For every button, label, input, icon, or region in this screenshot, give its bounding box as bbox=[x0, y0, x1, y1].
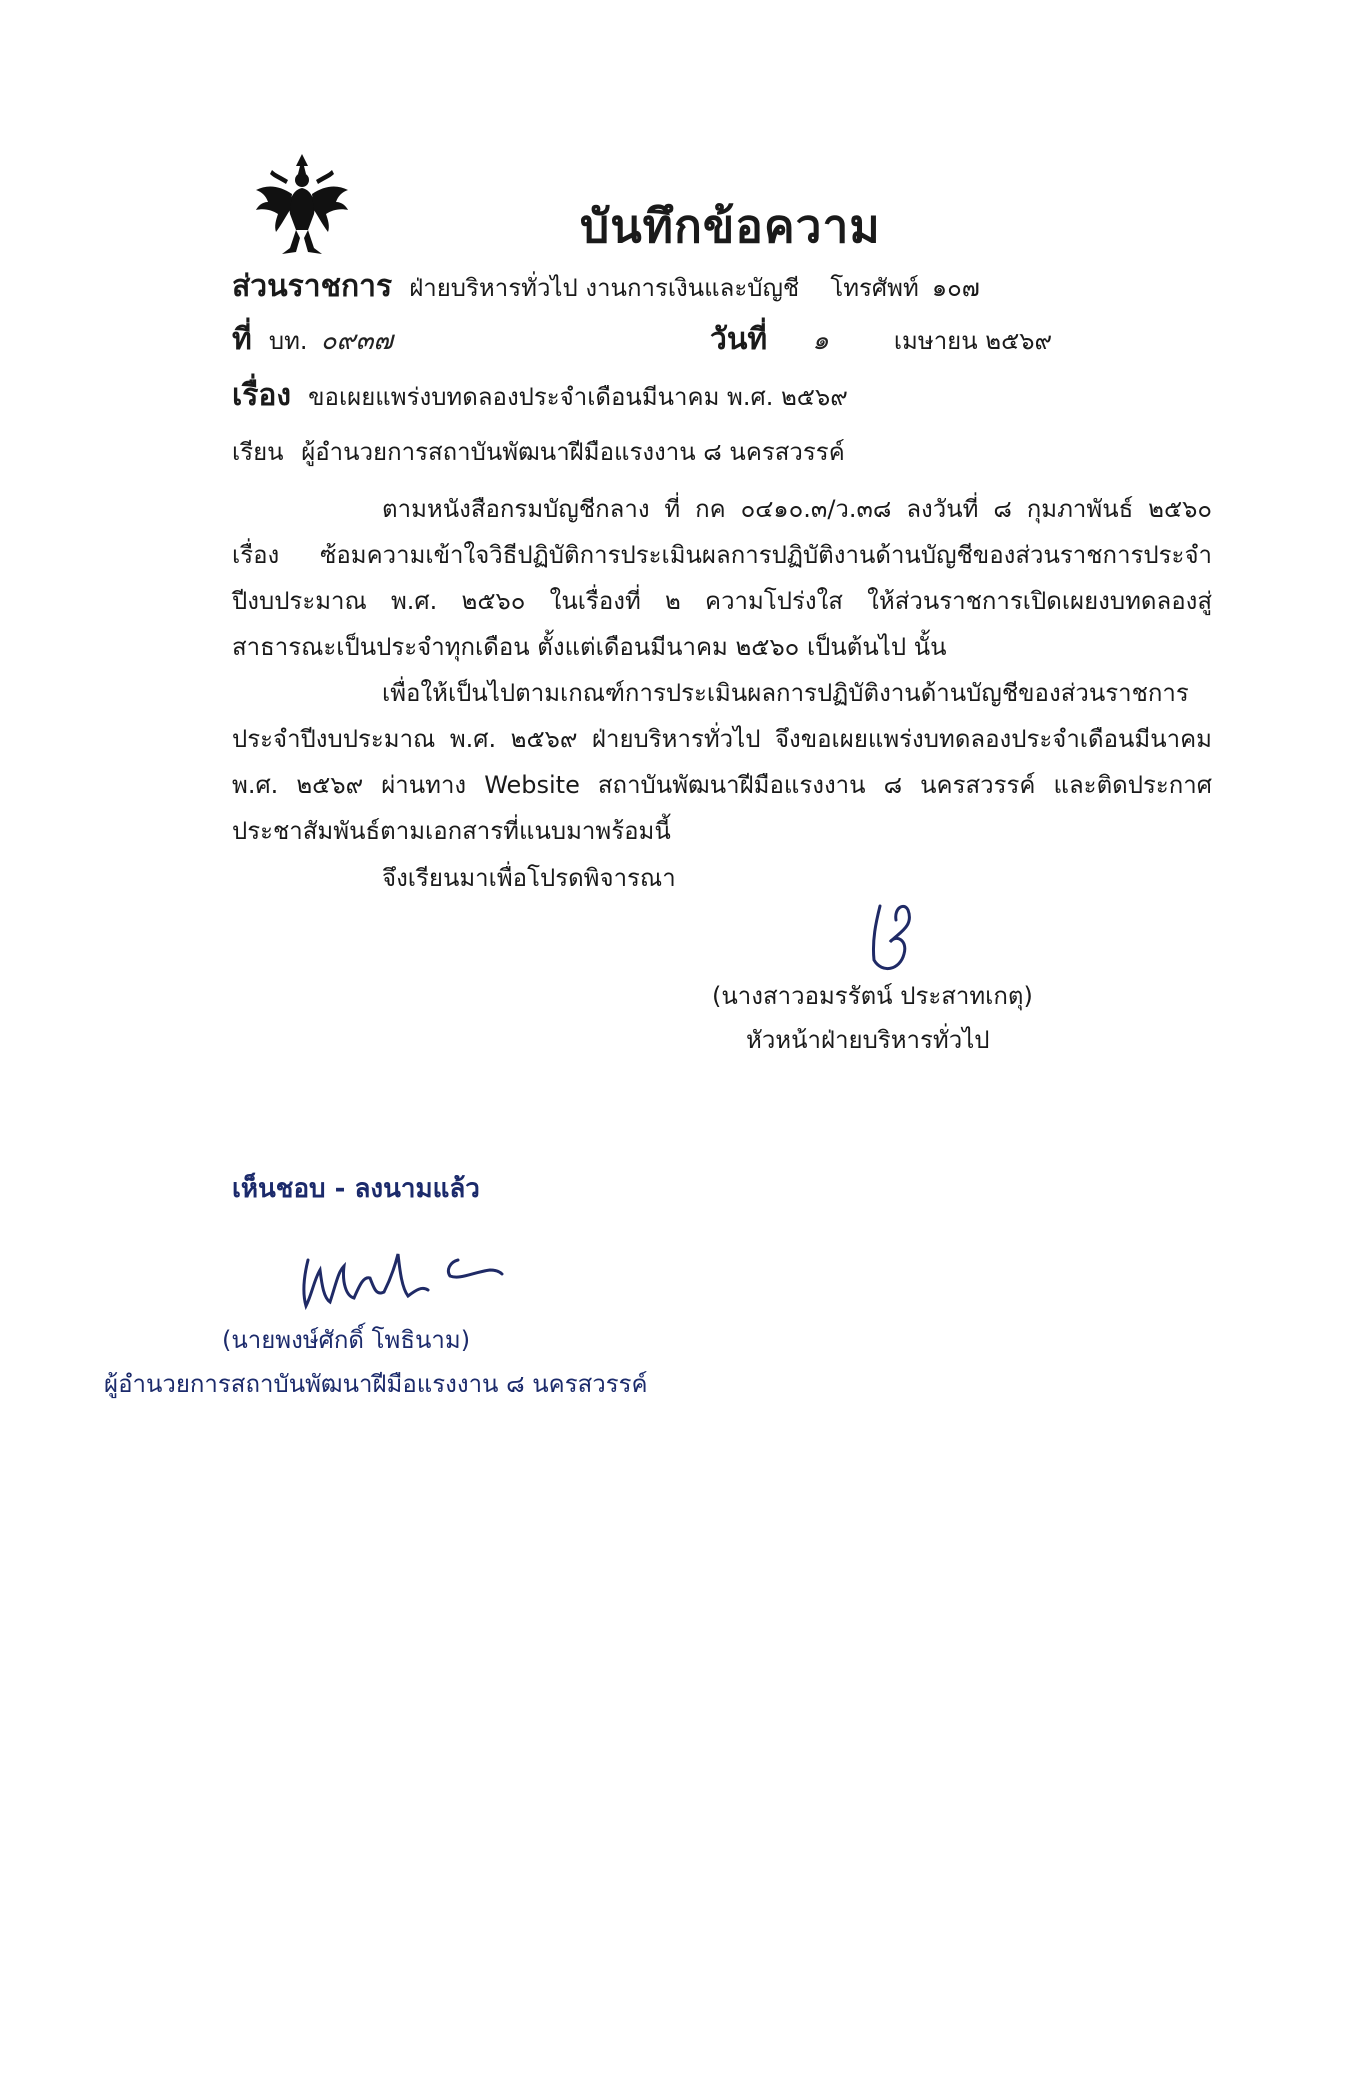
date-day: ๑ bbox=[812, 326, 829, 356]
addressee-value: ผู้อำนวยการสถาบันพัฒนาฝีมือแรงงาน ๘ นครสวรรค์ bbox=[301, 438, 845, 466]
reference-row bbox=[232, 316, 393, 363]
date-row bbox=[710, 316, 1052, 363]
reference-label: ที่ bbox=[232, 322, 252, 357]
director-signature-mark bbox=[290, 1240, 510, 1320]
memo-title: บันทึกข้อความ bbox=[580, 199, 881, 253]
closing-line: จึงเรียนมาเพื่อโปรดพิจารณา bbox=[382, 864, 676, 892]
division-row bbox=[232, 263, 980, 310]
subject-row bbox=[232, 372, 848, 419]
director-name: (นายพงษ์ศักดิ์ โพธินาม) bbox=[222, 1326, 471, 1354]
subject-value: ขอเผยแพร่งบทดลองประจำเดือนมีนาคม พ.ศ. ๒๕๖๙ bbox=[308, 383, 848, 411]
date-month-year: เมษายน ๒๕๖๙ bbox=[893, 327, 1053, 355]
garuda-emblem-icon bbox=[252, 150, 352, 258]
signer-name: (นางสาวอมรรัตน์ ประสาทเกตุ) bbox=[712, 982, 1033, 1010]
body-paragraph-1: ตามหนังสือกรมบัญชีกลาง ที่ กค ๐๔๑๐.๓/ว.๓๘ ลงวันที่ ๘ กุมภาพันธ์ ๒๕๖๐ เรื่อง ซ้อมความเข้าใจวิธีปฏิบัติการประเมินผลการปฏิบัติงานด้านบัญชีของส่วนราชการประจำปีงบประมาณ พ.ศ. ๒๕๖๐ ในเรื่องที่ ๒ ความโปร่งใส ให้ส่วนราชการเปิดเผยงบทดลองสู่สาธารณะเป็นประจำทุกเดือน ตั้งแต่เดือนมีนาคม ๒๕๖๐ เป็นต้นไป นั้น bbox=[232, 495, 1212, 661]
signer-position: หัวหน้าฝ่ายบริหารทั่วไป bbox=[746, 1026, 990, 1054]
subject-label: เรื่อง bbox=[232, 378, 292, 413]
director-position: ผู้อำนวยการสถาบันพัฒนาฝีมือแรงงาน ๘ นครสวรรค์ bbox=[104, 1370, 648, 1398]
addressee-row bbox=[232, 432, 845, 471]
division-label: ส่วนราชการ bbox=[232, 269, 393, 304]
phone-label: โทรศัพท์ bbox=[830, 274, 919, 302]
addressee-label: เรียน bbox=[232, 438, 284, 466]
approval-status: เห็นชอบ - ลงนามแล้ว bbox=[232, 1174, 480, 1204]
date-label: วันที่ bbox=[710, 322, 768, 357]
division-value: ฝ่ายบริหารทั่วไป งานการเงินและบัญชี bbox=[409, 274, 800, 302]
body-paragraph-2: เพื่อให้เป็นไปตามเกณฑ์การประเมินผลการปฏิบัติงานด้านบัญชีของส่วนราชการประจำปีงบประมาณ พ.ศ. ๒๕๖๙ ฝ่ายบริหารทั่วไป จึงขอเผยแพร่งบทดลองประจำเดือนมีนาคม พ.ศ. ๒๕๖๙ ผ่านทาง Website สถาบันพัฒนาฝีมือแรงงาน ๘ นครสวรรค์ และติดประกาศประชาสัมพันธ์ตามเอกสารที่แนบมาพร้อมนี้ bbox=[232, 679, 1212, 845]
reference-prefix: บท. bbox=[268, 327, 308, 355]
phone-value: ๑๐๗ bbox=[931, 274, 980, 302]
reference-number: ๐๙๓๗ bbox=[320, 326, 393, 356]
signature-mark bbox=[860, 900, 930, 980]
